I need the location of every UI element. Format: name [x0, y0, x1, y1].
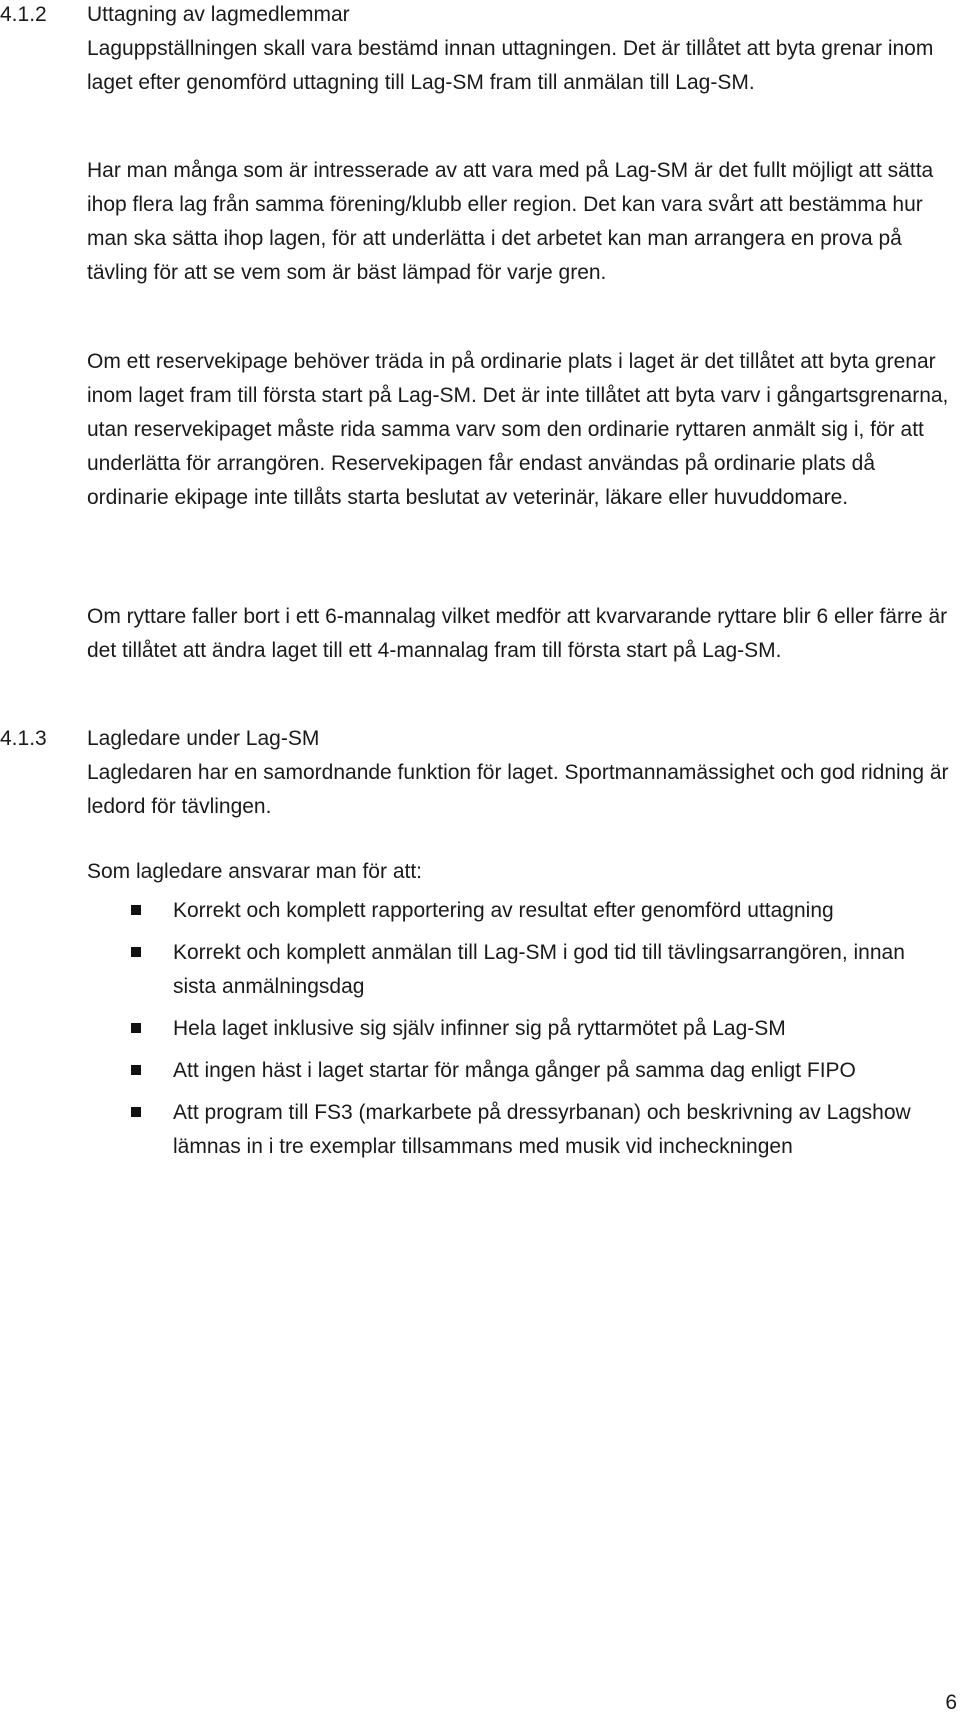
- list-item-text: Att program till FS3 (markarbete på dressyrbanan) och beskrivning av Lagshow lämnas in i tre exemplar tillsammans med musik vid incheckningen: [173, 1101, 911, 1158]
- list-item: [0, 936, 943, 1004]
- list-item: [0, 1054, 943, 1088]
- page-number: 6: [945, 1691, 957, 1714]
- list-item-text: Att ingen häst i laget startar för många gånger på samma dag enligt FIPO: [173, 1059, 856, 1082]
- list-item-text: Korrekt och komplett rapportering av resultat efter genomförd uttagning: [173, 899, 834, 922]
- section-number: 4.1.2: [0, 3, 47, 26]
- list-item-text: Hela laget inklusive sig själv infinner sig på ryttarmötet på Lag-SM: [173, 1017, 786, 1040]
- square-bullet-icon: [131, 1065, 141, 1075]
- section-title: Uttagning av lagmedlemmar: [87, 3, 350, 26]
- square-bullet-icon: [131, 947, 141, 957]
- list-item: [0, 894, 943, 928]
- list-item-text: Korrekt och komplett anmälan till Lag-SM i god tid till tävlingsarrangören, innan sista anmälningsdag: [173, 941, 905, 998]
- bullet-list: [0, 894, 960, 1172]
- section-title: Lagledare under Lag-SM: [87, 727, 320, 750]
- square-bullet-icon: [131, 905, 141, 915]
- paragraph: Som lagledare ansvarar man för att:: [87, 860, 422, 883]
- paragraph: Om ryttare faller bort i ett 6-mannalag vilket medför att kvarvarande ryttare blir 6 eller färre är det tillåtet att ändra laget till ett 4-mannalag fram till första start på Lag-SM.: [87, 605, 948, 662]
- paragraph: Om ett reservekipage behöver träda in på ordinarie plats i laget är det tillåtet att byta grenar inom laget fram till första start på Lag-SM. Det är inte tillåtet att byta varv i gångartsgrenarna, utan reservekipaget måste rida samma varv som den ordinarie ryttaren anmält sig i, för att underlätta för arrangören. Reservekipagen får endast användas på ordinarie plats då ordinarie ekipage inte tillåts starta beslutat av veterinär, läkare eller huvuddomare.: [87, 350, 949, 509]
- list-item: [0, 1096, 943, 1164]
- list-item: [0, 1012, 943, 1046]
- section-number: 4.1.3: [0, 727, 47, 750]
- paragraph: Laguppställningen skall vara bestämd innan uttagningen. Det är tillåtet att byta grenar inom laget efter genomförd uttagning till Lag-SM fram till anmälan till Lag-SM.: [87, 37, 934, 94]
- paragraph: Har man många som är intresserade av att vara med på Lag-SM är det fullt möjligt att sätta ihop flera lag från samma förening/klubb eller region. Det kan vara svårt att bestämma hur man ska sätta ihop lagen, för att underlätta i det arbetet kan man arrangera en prova på tävling för att se vem som är bäst lämpad för varje gren.: [87, 159, 934, 284]
- square-bullet-icon: [131, 1023, 141, 1033]
- square-bullet-icon: [131, 1107, 141, 1117]
- paragraph: Lagledaren har en samordnande funktion för laget. Sportmannamässighet och god ridning är ledord för tävlingen.: [87, 761, 949, 818]
